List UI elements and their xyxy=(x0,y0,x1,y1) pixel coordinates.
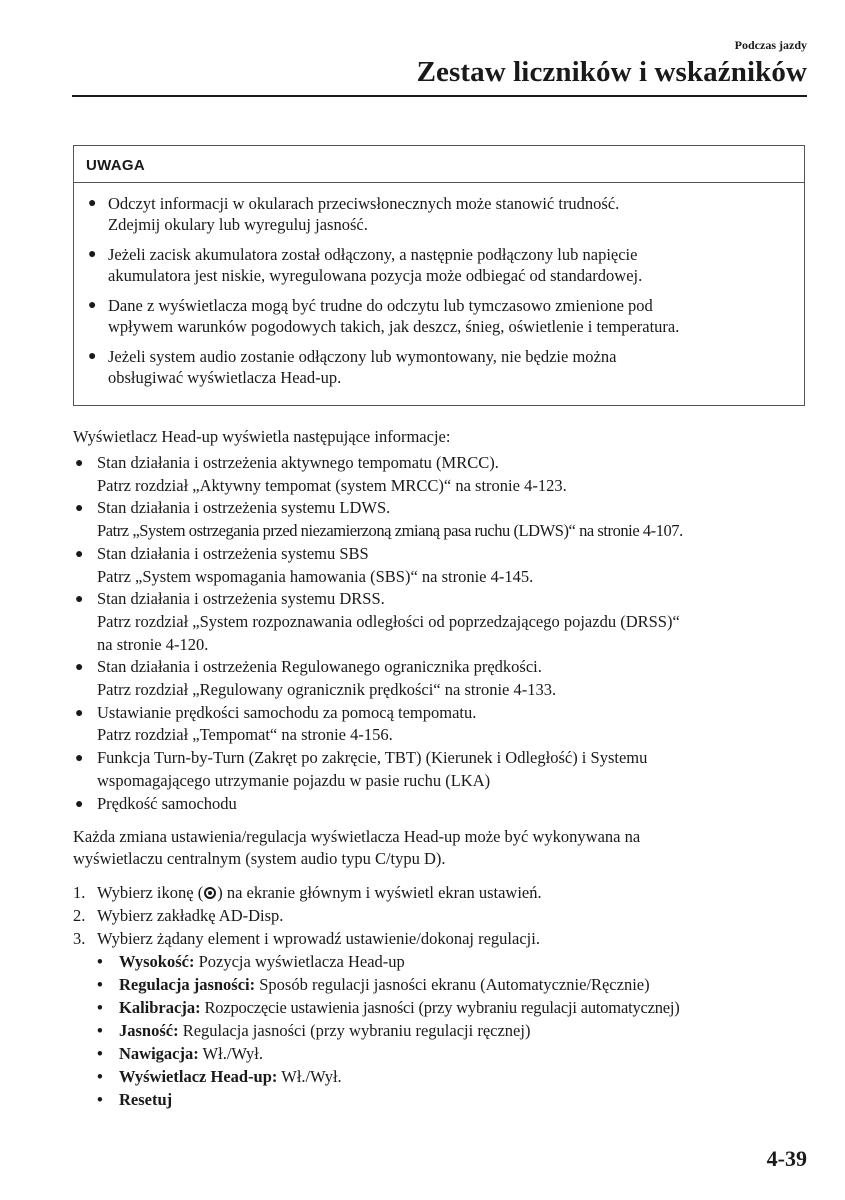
caution-item: ● Jeżeli system audio zostanie odłączony lub wymontowany, nie będzie można obsługiwać wyświetlacza Head-up. xyxy=(88,347,617,387)
settings-option: • Wysokość: Pozycja wyświetlacza Head-up xyxy=(97,952,405,972)
caution-item: ● Jeżeli zacisk akumulatora został odłączony, a następnie podłączony lub napięcie akumulatora jest niskie, wyregulowana pozycja może odbiegać od standardowej. xyxy=(88,245,643,285)
section-label: Podczas jazdy xyxy=(734,38,807,52)
list-item: ● Ustawianie prędkości samochodu za pomocą tempomatu. Patrz rozdział „Tempomat“ na stronie 4-156. xyxy=(75,702,477,745)
title-divider xyxy=(72,95,807,97)
bullet-icon: ● xyxy=(75,592,84,608)
bullet-icon: • xyxy=(97,998,103,1018)
info-list xyxy=(73,452,813,815)
list-item: ● Stan działania i ostrzeżenia aktywnego tempomatu (MRCC). Patrz rozdział „Aktywny tempomat (system MRCC)“ na stronie 4-123. xyxy=(75,453,567,495)
bullet-icon: • xyxy=(97,1067,103,1087)
bullet-icon: • xyxy=(97,1021,103,1041)
bullet-icon: ● xyxy=(88,247,97,262)
settings-option: • Nawigacja: Wł./Wył. xyxy=(97,1044,263,1064)
settings-option: • Regulacja jasności: Sposób regulacji jasności ekranu (Automatycznie/Ręcznie) xyxy=(97,975,650,995)
caution-box xyxy=(73,145,805,406)
bullet-icon: • xyxy=(97,1044,103,1064)
step-item: 2. Wybierz zakładkę AD-Disp. xyxy=(73,906,284,926)
settings-option: • Jasność: Regulacja jasności (przy wybraniu regulacji ręcznej) xyxy=(97,1021,531,1041)
bullet-icon: • xyxy=(97,1090,103,1110)
list-item: ● Stan działania i ostrzeżenia systemu DRSS. Patrz rozdział „System rozpoznawania odległości od poprzedzającego pojazdu (DRSS)“ na stronie 4-120. xyxy=(75,589,680,654)
step-item: 1. Wybierz ikonę ( ) na ekranie głównym i wyświetl ekran ustawień. xyxy=(73,883,542,903)
page-title: Zestaw liczników i wskaźników xyxy=(416,56,807,88)
list-item: ● Stan działania i ostrzeżenia systemu LDWS. Patrz „System ostrzegania przed niezamierzoną zmianą pasa ruchu (LDWS)“ na stronie 4-107. xyxy=(75,498,683,541)
bullet-icon: ● xyxy=(75,501,84,517)
main-content xyxy=(73,426,813,1111)
bullet-icon: ● xyxy=(75,751,84,767)
list-item: ● Stan działania i ostrzeżenia systemu SBS Patrz „System wspomagania hamowania (SBS)“ na stronie 4-145. xyxy=(75,543,534,586)
bullet-icon: ● xyxy=(75,705,84,721)
caution-list xyxy=(74,183,804,388)
list-item: ● Stan działania i ostrzeżenia Regulowanego ogranicznika prędkości. Patrz rozdział „Regulowany ogranicznik prędkości“ na stronie 4-133. xyxy=(75,657,557,700)
bullet-icon: ● xyxy=(75,546,84,562)
settings-option: • Resetuj xyxy=(97,1090,173,1110)
bullet-icon: ● xyxy=(88,349,97,364)
caution-heading: UWAGA xyxy=(74,146,804,183)
bullet-icon: ● xyxy=(75,456,84,471)
settings-paragraph: Każda zmiana ustawienia/regulacja wyświetlacza Head-up może być wykonywana na wyświetlaczu centralnym (system audio typu C/typu D). xyxy=(73,827,641,869)
bullet-icon: ● xyxy=(75,660,84,676)
list-item: ● Prędkość samochodu xyxy=(73,793,813,816)
settings-option: • Kalibracja: Rozpoczęcie ustawienia jasności (przy wybraniu regulacji automatycznej) xyxy=(97,998,680,1018)
bullet-icon: ● xyxy=(88,196,97,211)
settings-gear-icon xyxy=(204,887,216,899)
bullet-icon: ● xyxy=(88,298,97,313)
settings-options-list xyxy=(73,950,813,1111)
bullet-icon: • xyxy=(97,975,103,995)
bullet-icon: ● xyxy=(75,796,84,812)
page-number: 4-39 xyxy=(766,1146,807,1171)
caution-item: ● Dane z wyświetlacza mogą być trudne do odczytu lub tymczasowo zmienione pod wpływem warunków pogodowych takich, jak deszcz, śnieg, oświetlenie i temperatura. xyxy=(88,296,680,336)
list-item: ● Funkcja Turn-by-Turn (Zakręt po zakręcie, TBT) (Kierunek i Odległość) i Systemu wspomagającego utrzymanie pojazdu w pasie ruchu (LKA) xyxy=(75,748,648,790)
settings-option: • Wyświetlacz Head-up: Wł./Wył. xyxy=(97,1067,342,1087)
intro-paragraph: Wyświetlacz Head-up wyświetla następujące informacje: xyxy=(73,427,451,446)
bullet-icon: • xyxy=(97,952,103,972)
caution-item: ● Odczyt informacji w okularach przeciwsłonecznych może stanowić trudność. Zdejmij okulary lub wyreguluj jasność. xyxy=(88,194,620,234)
steps-list xyxy=(73,881,813,1111)
step-item: 3. Wybierz żądany element i wprowadź ustawienie/dokonaj regulacji. • Wysokość: Pozycja wyświetlacza Head-up • Regulacja jasności: Sposób regulacji jasności ekranu (Automatycznie/Ręcznie) • Kalibracja: Rozpoczęcie ustawienia jasności (przy wybraniu regulacji automatycznej) • Jasność: Regulacja jasności (przy wybraniu regulacji ręcznej) • Nawigacja: Wł./Wył. • Wyświetlacz Head-up: Wł./Wył. • Resetuj xyxy=(73,927,813,1111)
